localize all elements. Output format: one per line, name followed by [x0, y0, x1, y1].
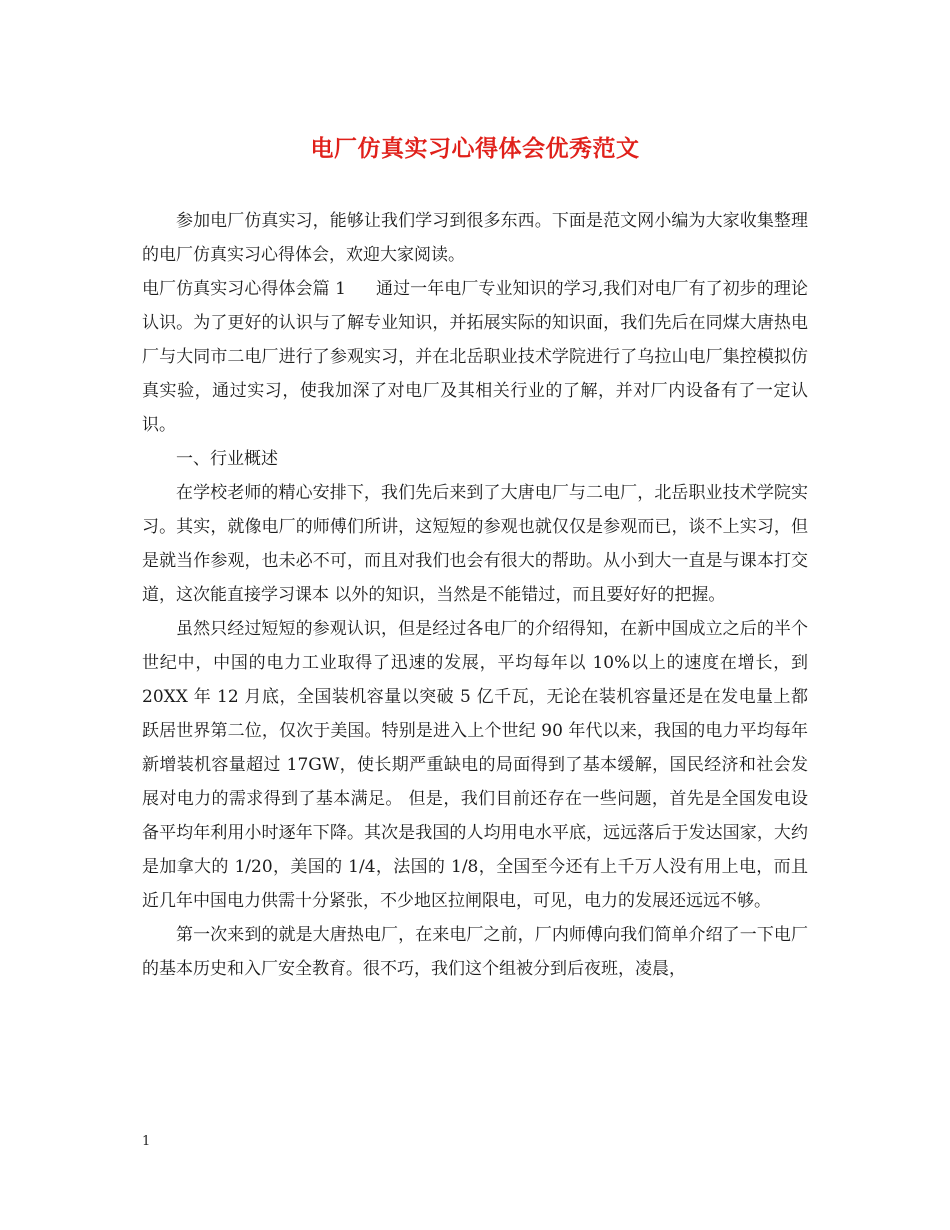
document-title: 电厂仿真实习心得体会优秀范文 [310, 135, 640, 162]
paragraph-3: 虽然只经过短短的参观认识，但是经过各电厂的介绍得知，在新中国成立之后的半个世纪中，中国的电力工业取得了迅速的发展，平均每年以 10%以上的速度在增长，到 20XX 年 12 月底，全国装机容量以突破 5 亿千瓦，无论在装机容量还是在发电量上都跃居世界第二位，仅次于美国。特别是进入上个世纪 90 年代以来，我国的电力平均每年新增装机容量超过 17GW，使长期严重缺电的局面得到了基本缓解，国民经济和社会发展对电力的需求得到了基本满足。 但是，我们目前还存在一些问题，首先是全国发电设备平均年利用小时逐年下降。其次是我国的人均用电水平底，远远落后于发达国家，大约是加拿大的 1/20，美国的 1/4，法国的 1/8，全国至今还有上千万人没有用上电，而且近几年中国电力供需十分紧张，不少地区拉闸限电，可见，电力的发展还远远不够。 [142, 619, 808, 911]
page-number: 1 [142, 1134, 151, 1149]
document-body [142, 204, 808, 986]
intro-paragraph: 参加电厂仿真实习，能够让我们学习到很多东西。下面是范文网小编为大家收集整理的电厂仿真实习心得体会，欢迎大家阅读。 [142, 211, 808, 265]
section-first-paragraph: 通过一年电厂专业知识的学习,我们对电厂有了初步的理论认识。为了更好的认识与了解专业知识，并拓展实际的知识面，我们先后在同煤大唐热电厂与大同市二电厂进行了参观实习，并在北岳职业技术学院进行了乌拉山电厂集控模拟仿真实验，通过实习，使我加深了对电厂及其相关行业的了解，并对厂内设备有了一定认识。 [142, 279, 808, 435]
paragraph-2: 在学校老师的精心安排下，我们先后来到了大唐电厂与二电厂，北岳职业技术学院实习。其实，就像电厂的师傅们所讲，这短短的参观也就仅仅是参观而已，谈不上实习，但是就当作参观，也未必不可，而且对我们也会有很大的帮助。从小到大一直是与课本打交道，这次能直接学习课本 以外的知识，当然是不能错过，而且要好好的把握。 [142, 483, 808, 605]
section-paragraph [142, 272, 808, 442]
section-label: 电厂仿真实习心得体会篇 1 [142, 279, 346, 299]
paragraph-4: 第一次来到的就是大唐热电厂，在来电厂之前，厂内师傅向我们简单介绍了一下电厂的基本历史和入厂安全教育。很不巧，我们这个组被分到后夜班，凌晨， [142, 925, 808, 979]
heading-industry-overview: 一、行业概述 [176, 449, 278, 469]
